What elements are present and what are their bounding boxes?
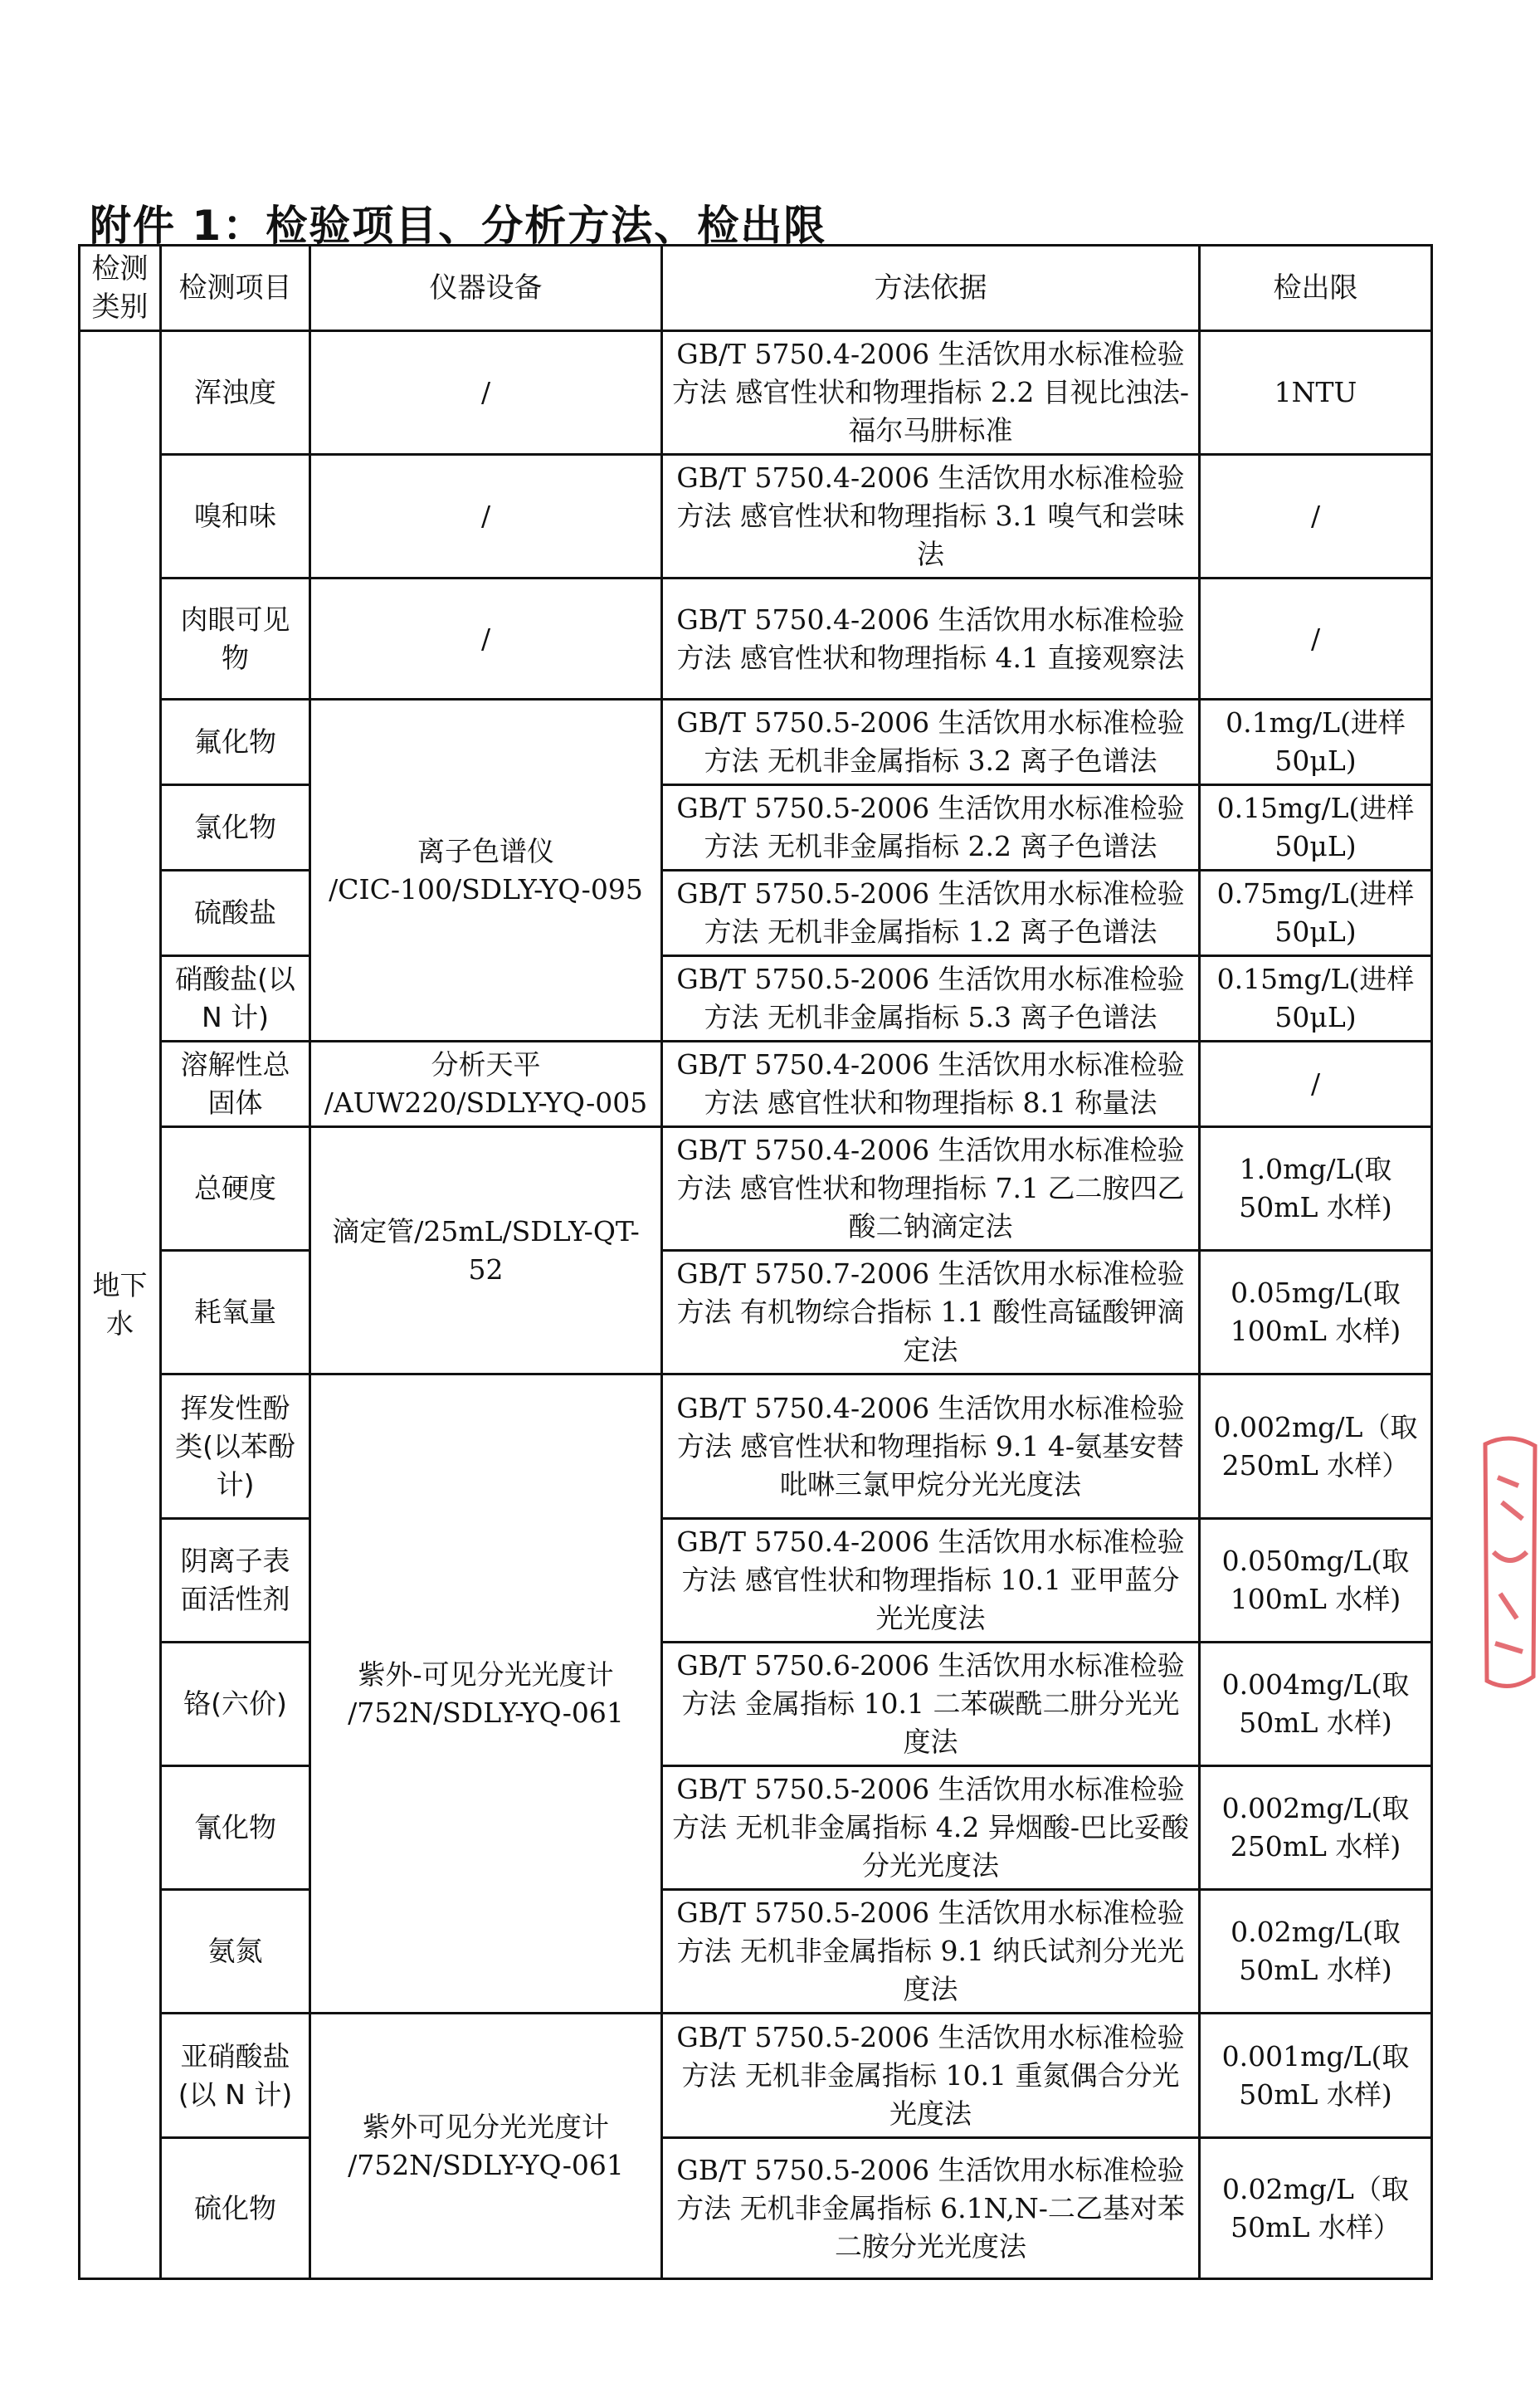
item-cell: 肉眼可见物 [161, 579, 310, 700]
instrument-cell: 紫外可见分光光度计 /752N/SDLY-YQ-061 [310, 2014, 662, 2279]
category-cell: 地下水 [80, 331, 161, 2279]
table-row [80, 2014, 1432, 2138]
limit-cell: / [1200, 455, 1432, 579]
item-cell: 总硬度 [161, 1127, 310, 1251]
table-row [80, 1890, 1432, 2014]
limit-cell: 0.02mg/L（取 50mL 水样） [1200, 2138, 1432, 2279]
table-row [80, 1042, 1432, 1127]
method-cell: GB/T 5750.5-2006 生活饮用水标准检验方法 无机非金属指标 9.1 纳氏试剂分光光度法 [662, 1890, 1200, 2014]
item-cell: 嗅和味 [161, 455, 310, 579]
table-row [80, 1374, 1432, 1519]
method-cell: GB/T 5750.5-2006 生活饮用水标准检验方法 无机非金属指标 4.2 异烟酸-巴比妥酸分光光度法 [662, 1766, 1200, 1890]
item-cell: 氰化物 [161, 1766, 310, 1890]
item-cell: 硫酸盐 [161, 871, 310, 956]
item-cell: 阴离子表面活性剂 [161, 1519, 310, 1643]
seal-stamp-fragment [1477, 1428, 1540, 1702]
header-method: 方法依据 [662, 246, 1200, 331]
method-cell: GB/T 5750.5-2006 生活饮用水标准检验方法 无机非金属指标 10.1 重氮偶合分光光度法 [662, 2014, 1200, 2138]
method-cell: GB/T 5750.4-2006 生活饮用水标准检验方法 感官性状和物理指标 3.1 嗅气和尝味法 [662, 455, 1200, 579]
item-cell: 耗氧量 [161, 1251, 310, 1374]
limit-cell: 0.001mg/L(取 50mL 水样) [1200, 2014, 1432, 2138]
item-cell: 挥发性酚类(以苯酚计) [161, 1374, 310, 1519]
method-cell: GB/T 5750.4-2006 生活饮用水标准检验方法 感官性状和物理指标 7.1 乙二胺四乙酸二钠滴定法 [662, 1127, 1200, 1251]
limit-cell: 0.002mg/L(取 250mL 水样) [1200, 1766, 1432, 1890]
limit-cell: 0.15mg/L(进样 50μL) [1200, 785, 1432, 871]
table-row [80, 579, 1432, 700]
method-cell: GB/T 5750.4-2006 生活饮用水标准检验方法 感官性状和物理指标 10.1 亚甲蓝分光光度法 [662, 1519, 1200, 1643]
table-row [80, 2138, 1432, 2279]
item-cell: 氟化物 [161, 700, 310, 785]
item-cell: 硝酸盐(以 N 计) [161, 956, 310, 1042]
page-title: 附件 1：检验项目、分析方法、检出限 [90, 202, 827, 250]
method-cell: GB/T 5750.4-2006 生活饮用水标准检验方法 感官性状和物理指标 2.2 目视比浊法-福尔马肼标准 [662, 331, 1200, 455]
limit-cell: 0.05mg/L(取 100mL 水样) [1200, 1251, 1432, 1374]
limit-cell: 0.75mg/L(进样 50μL) [1200, 871, 1432, 956]
table-row [80, 1127, 1432, 1251]
method-cell: GB/T 5750.7-2006 生活饮用水标准检验方法 有机物综合指标 1.1 酸性高锰酸钾滴定法 [662, 1251, 1200, 1374]
header-instrument: 仪器设备 [310, 246, 662, 331]
limit-cell: 0.004mg/L(取 50mL 水样) [1200, 1643, 1432, 1766]
item-cell: 溶解性总固体 [161, 1042, 310, 1127]
method-cell: GB/T 5750.4-2006 生活饮用水标准检验方法 感官性状和物理指标 4.1 直接观察法 [662, 579, 1200, 700]
limit-cell: 1NTU [1200, 331, 1432, 455]
header-limit: 检出限 [1200, 246, 1432, 331]
header-category: 检测类别 [80, 246, 161, 331]
method-cell: GB/T 5750.5-2006 生活饮用水标准检验方法 无机非金属指标 5.3 离子色谱法 [662, 956, 1200, 1042]
instrument-cell: 紫外-可见分光光度计 /752N/SDLY-YQ-061 [310, 1374, 662, 2014]
method-cell: GB/T 5750.5-2006 生活饮用水标准检验方法 无机非金属指标 6.1N,N-二乙基对苯二胺分光光度法 [662, 2138, 1200, 2279]
table-row [80, 1519, 1432, 1643]
table-row [80, 1766, 1432, 1890]
item-cell: 亚硝酸盐(以 N 计) [161, 2014, 310, 2138]
instrument-cell: / [310, 331, 662, 455]
limit-cell: / [1200, 1042, 1432, 1127]
table-row [80, 1643, 1432, 1766]
instrument-cell: 离子色谱仪 /CIC-100/SDLY-YQ-095 [310, 700, 662, 1042]
test-items-table [78, 244, 1433, 2280]
table-row [80, 871, 1432, 956]
method-cell: GB/T 5750.5-2006 生活饮用水标准检验方法 无机非金属指标 3.2 离子色谱法 [662, 700, 1200, 785]
instrument-cell: 分析天平 /AUW220/SDLY-YQ-005 [310, 1042, 662, 1127]
header-row [80, 246, 1432, 331]
limit-cell: 0.050mg/L(取 100mL 水样) [1200, 1519, 1432, 1643]
item-cell: 氨氮 [161, 1890, 310, 2014]
method-cell: GB/T 5750.6-2006 生活饮用水标准检验方法 金属指标 10.1 二苯碳酰二肼分光光度法 [662, 1643, 1200, 1766]
header-item: 检测项目 [161, 246, 310, 331]
limit-cell: 1.0mg/L(取 50mL 水样) [1200, 1127, 1432, 1251]
limit-cell: 0.1mg/L(进样 50μL) [1200, 700, 1432, 785]
limit-cell: / [1200, 579, 1432, 700]
item-cell: 硫化物 [161, 2138, 310, 2279]
limit-cell: 0.002mg/L（取 250mL 水样） [1200, 1374, 1432, 1519]
table-row [80, 1251, 1432, 1374]
item-cell: 浑浊度 [161, 331, 310, 455]
item-cell: 氯化物 [161, 785, 310, 871]
table-row [80, 331, 1432, 455]
instrument-cell: / [310, 455, 662, 579]
method-cell: GB/T 5750.5-2006 生活饮用水标准检验方法 无机非金属指标 1.2 离子色谱法 [662, 871, 1200, 956]
table-row [80, 785, 1432, 871]
instrument-cell: / [310, 579, 662, 700]
method-cell: GB/T 5750.4-2006 生活饮用水标准检验方法 感官性状和物理指标 9.1 4-氨基安替吡啉三氯甲烷分光光度法 [662, 1374, 1200, 1519]
method-cell: GB/T 5750.5-2006 生活饮用水标准检验方法 无机非金属指标 2.2 离子色谱法 [662, 785, 1200, 871]
instrument-cell: 滴定管/25mL/SDLY-QT-52 [310, 1127, 662, 1374]
table-row [80, 956, 1432, 1042]
limit-cell: 0.15mg/L(进样 50μL) [1200, 956, 1432, 1042]
limit-cell: 0.02mg/L(取 50mL 水样) [1200, 1890, 1432, 2014]
table-row [80, 700, 1432, 785]
item-cell: 铬(六价) [161, 1643, 310, 1766]
table-row [80, 455, 1432, 579]
method-cell: GB/T 5750.4-2006 生活饮用水标准检验方法 感官性状和物理指标 8.1 称量法 [662, 1042, 1200, 1127]
